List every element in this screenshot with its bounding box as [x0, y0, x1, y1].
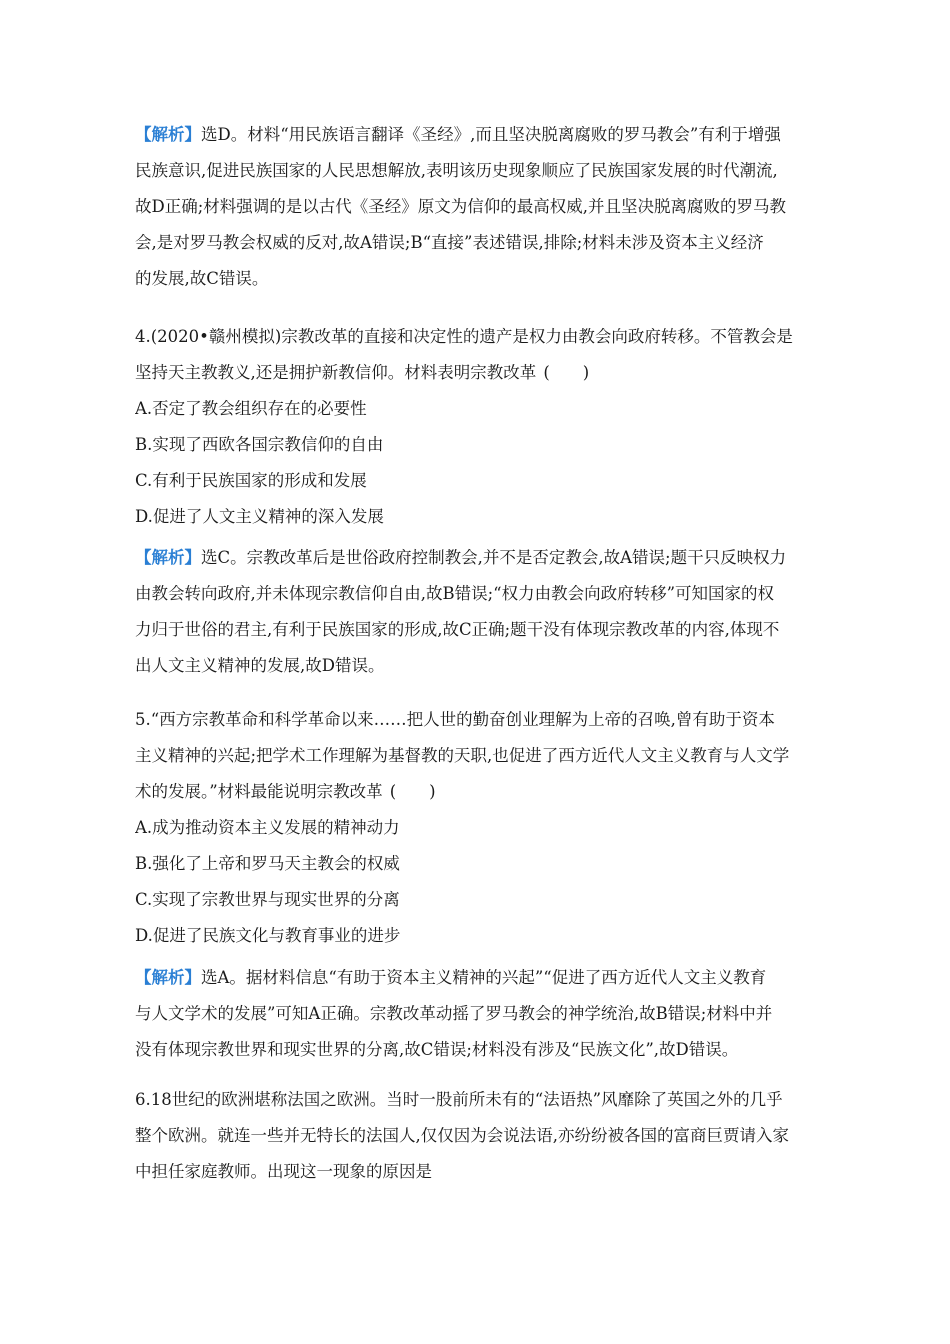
option-d: D.促进了人文主义精神的深入发展 [135, 507, 384, 526]
option-d: D.促进了民族文化与教育事业的进步 [135, 926, 401, 945]
analysis-tag: 【解析】 [135, 125, 201, 144]
analysis-line: 力归于世俗的君主,有利于民族国家的形成,故C正确;题干没有体现宗教改革的内容,体现不 [135, 620, 780, 639]
analysis-line: 民族意识,促进民族国家的人民思想解放,表明该历史现象顺应了民族国家发展的时代潮流, [135, 161, 778, 180]
option-c: C.实现了宗教世界与现实世界的分离 [135, 890, 400, 909]
option-a: A.成为推动资本主义发展的精神动力 [135, 818, 400, 837]
option-a: A.否定了教会组织存在的必要性 [135, 399, 367, 418]
analysis-q5 [135, 960, 815, 1068]
analysis-line: 会,是对罗马教会权威的反对,故A错误;B“直接”表述错误,排除;材料未涉及资本主义经济 [135, 233, 764, 252]
question-stem-line: 6.18世纪的欧洲堪称法国之欧洲。当时一股前所未有的“法语热”风靡除了英国之外的几乎 [135, 1090, 783, 1109]
analysis-line: 出人文主义精神的发展,故D错误。 [135, 656, 385, 675]
question-stem-line: 4.(2020•赣州模拟)宗教改革的直接和决定性的遗产是权力由教会向政府转移。不管教会是 [135, 327, 793, 346]
question-stem-line: 术的发展。”材料最能说明宗教改革 ( ) [135, 774, 815, 810]
answer-blank: ( ) [543, 363, 590, 382]
option-b: B.实现了西欧各国宗教信仰的自由 [135, 435, 384, 454]
question-4 [135, 319, 815, 535]
question-stem-line: 中担任家庭教师。出现这一现象的原因是 [135, 1162, 432, 1181]
analysis-tag: 【解析】 [135, 968, 201, 987]
option-b: B.强化了上帝和罗马天主教会的权威 [135, 854, 400, 873]
analysis-line: 与人文学术的发展”可知A正确。宗教改革动摇了罗马教会的神学统治,故B错误;材料中并 [135, 1004, 773, 1023]
analysis-line: 【解析】选A。据材料信息“有助于资本主义精神的兴起”“促进了西方近代人文主义教育 [135, 968, 767, 987]
analysis-line: 没有体现宗教世界和现实世界的分离,故C错误;材料没有涉及“民族文化”,故D错误。 [135, 1040, 739, 1059]
analysis-q3 [135, 117, 815, 297]
analysis-tag: 【解析】 [135, 548, 201, 567]
analysis-q4 [135, 540, 815, 684]
question-5 [135, 702, 815, 954]
analysis-line: 由教会转向政府,并未体现宗教信仰自由,故B错误;“权力由教会向政府转移”可知国家的权 [135, 584, 775, 603]
analysis-line: 故D正确;材料强调的是以古代《圣经》原文为信仰的最高权威,并且坚决脱离腐败的罗马教 [135, 197, 787, 216]
analysis-line: 【解析】选D。材料“用民族语言翻译《圣经》,而且坚决脱离腐败的罗马教会”有利于增强 [135, 125, 781, 144]
question-stem-line: 整个欧洲。就连一些并无特长的法国人,仅仅因为会说法语,亦纷纷被各国的富商巨贾请入家 [135, 1126, 789, 1145]
question-stem-line: 主义精神的兴起;把学术工作理解为基督教的天职,也促进了西方近代人文主义教育与人文学 [135, 746, 790, 765]
question-stem-line: 5.“西方宗教革命和科学革命以来……把人世的勤奋创业理解为上帝的召唤,曾有助于资本 [135, 710, 775, 729]
question-6 [135, 1082, 815, 1190]
analysis-line: 【解析】选C。宗教改革后是世俗政府控制教会,并不是否定教会,故A错误;题干只反映权力 [135, 548, 787, 567]
answer-blank: ( ) [389, 782, 436, 801]
analysis-line: 的发展,故C错误。 [135, 269, 269, 288]
option-c: C.有利于民族国家的形成和发展 [135, 471, 367, 490]
question-stem-line: 坚持天主教教义,还是拥护新教信仰。材料表明宗教改革 ( ) [135, 355, 815, 391]
